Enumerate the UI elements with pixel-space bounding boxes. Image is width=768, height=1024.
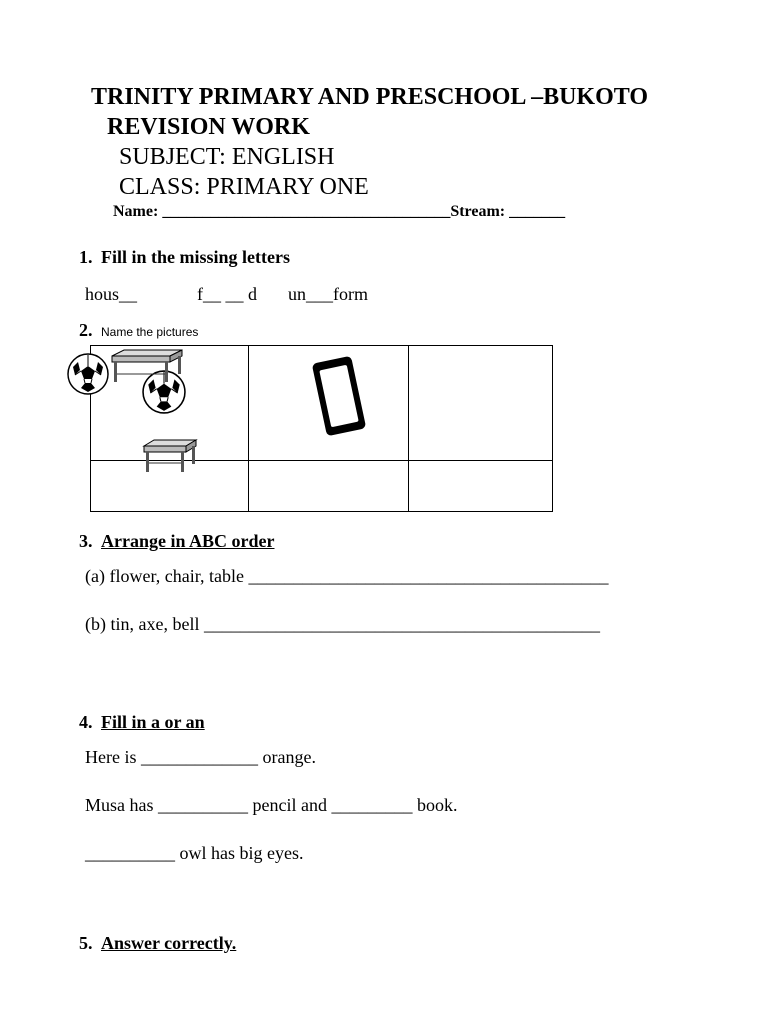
- worksheet-title: REVISION WORK: [107, 114, 310, 140]
- stream-blank: _______: [509, 203, 566, 220]
- name-blank: ____________________________________: [162, 203, 451, 220]
- football-icon: [67, 353, 109, 395]
- stream-label: Stream:: [450, 203, 506, 220]
- name-stream-row: [113, 203, 565, 221]
- question-2-title: Name the pictures: [101, 325, 199, 339]
- grid-divider: [408, 346, 409, 511]
- name-label: Name:: [113, 203, 159, 220]
- q4-sentence-3: __________ owl has big eyes.: [85, 843, 304, 863]
- question-5-title: Answer correctly.: [101, 933, 237, 953]
- question-3-title: Arrange in ABC order: [101, 531, 275, 551]
- phone-icon: [310, 353, 368, 439]
- school-name: TRINITY PRIMARY AND PRESCHOOL –BUKOTO: [91, 84, 649, 110]
- q1-item-3: un___form: [288, 284, 368, 304]
- q3-line-a: (a) flower, chair, table ________________________________________: [85, 566, 609, 586]
- question-1-number: 1.: [79, 247, 93, 267]
- question-3-heading: [79, 531, 274, 552]
- class-line: CLASS: PRIMARY ONE: [119, 174, 369, 200]
- grid-divider: [248, 346, 249, 511]
- question-2-number: 2.: [79, 320, 93, 340]
- table-icon: [142, 438, 198, 474]
- table-icon: [108, 348, 184, 384]
- question-2-heading: [79, 320, 198, 341]
- question-1-heading: [79, 247, 290, 268]
- question-4-heading: [79, 712, 205, 733]
- question-5-heading: [79, 933, 236, 954]
- question-4-number: 4.: [79, 712, 93, 732]
- question-4-title: Fill in a or an: [101, 712, 205, 732]
- question-1-title: Fill in the missing letters: [101, 247, 290, 267]
- q4-sentence-1: Here is _____________ orange.: [85, 747, 316, 767]
- q4-sentence-2: Musa has __________ pencil and _________ book.: [85, 795, 458, 815]
- q3-line-b: (b) tin, axe, bell ____________________________________________: [85, 614, 600, 634]
- question-5-number: 5.: [79, 933, 93, 953]
- q1-item-1: hous__: [85, 284, 138, 304]
- subject-line: SUBJECT: ENGLISH: [119, 144, 335, 170]
- question-3-number: 3.: [79, 531, 93, 551]
- q1-item-2: f__ __ d: [197, 284, 257, 304]
